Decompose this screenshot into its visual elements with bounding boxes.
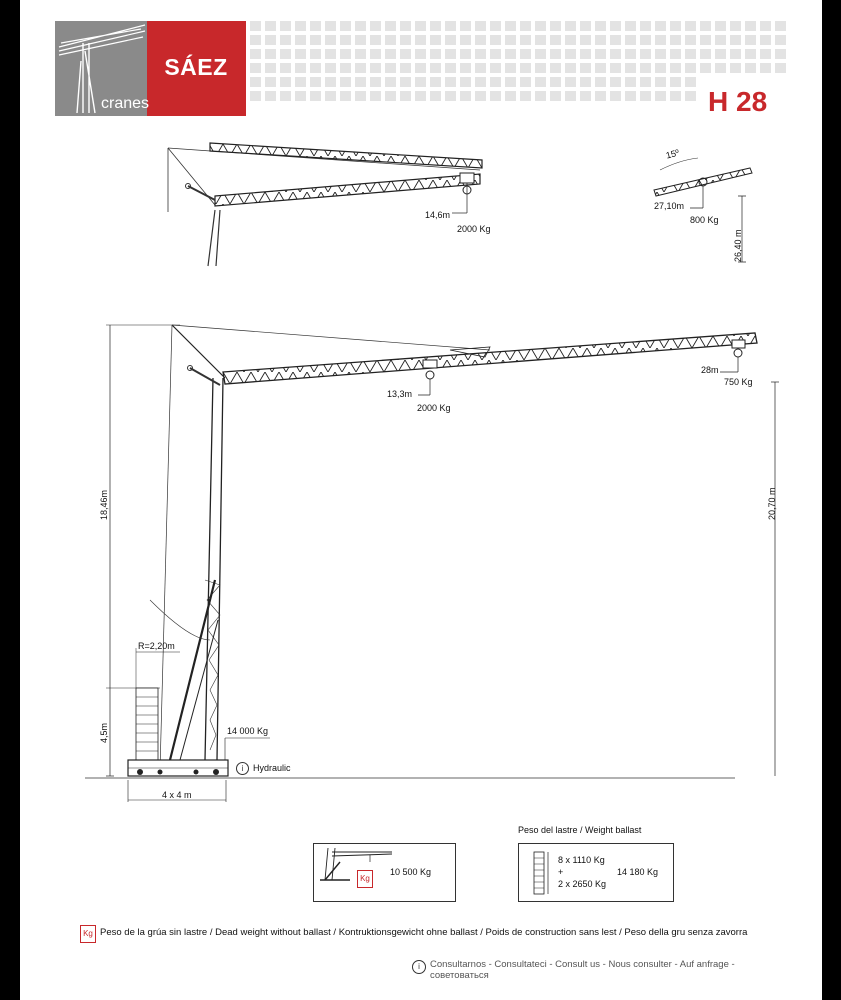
contact-text xyxy=(430,959,735,982)
top-left-crane-figure xyxy=(168,143,482,266)
hook-height-label: 20,70 m xyxy=(767,487,777,520)
main-crane-figure xyxy=(85,325,779,802)
inner-radius-label: 13,3m xyxy=(387,389,413,399)
tip-load-label: 750 Kg xyxy=(724,377,753,387)
model-title: H 28 xyxy=(708,86,768,117)
contact-info-icon: i xyxy=(412,960,426,974)
top-left-radius-label: 14,6m xyxy=(425,210,451,220)
kg-legend-icon: Kg xyxy=(80,925,96,943)
tip-radius-label: 28m xyxy=(701,365,719,375)
ballast-load-label: 14 000 Kg xyxy=(227,726,269,736)
spec-sheet xyxy=(20,0,822,1000)
top-right-angle-label: 15º xyxy=(664,147,681,161)
slew-radius-label: R=2,20m xyxy=(138,641,175,651)
inner-load-label: 2000 Kg xyxy=(417,403,451,413)
legend-text: Peso de la grúa sin lastre / Dead weight without ballast / Kontruktionsgewicht ohne ballast / Poids de construction sans lest / Peso della gru senza zavorra xyxy=(100,927,748,938)
top-right-height-label: 26,40 m xyxy=(733,229,743,262)
kg-weight-icon: Kg xyxy=(357,870,373,888)
ballast-line2: 2 x 2650 Kg xyxy=(558,879,607,889)
brand-subtitle: cranes xyxy=(101,95,150,112)
contact-line2: советоваться xyxy=(430,970,489,982)
base-size-label: 4 x 4 m xyxy=(162,790,192,800)
ballast-total: 14 180 Kg xyxy=(617,867,659,877)
brand-name: SÁEZ xyxy=(164,54,228,80)
dead-weight-box xyxy=(313,843,456,902)
dead-weight-value: 10 500 Kg xyxy=(390,867,432,877)
ballast-plus: + xyxy=(558,867,564,877)
top-left-load-label: 2000 Kg xyxy=(457,224,491,234)
top-right-radius-label: 27,10m xyxy=(654,201,685,211)
base-height-label: 4,5m xyxy=(99,722,109,743)
contact-line1: Consultarnos - Consultateci - Consult us - Nous consulter - Auf anfrage - xyxy=(430,959,735,970)
ballast-line1: 8 x 1110 Kg xyxy=(558,855,605,865)
info-icon: i xyxy=(236,762,249,775)
hydraulic-label: Hydraulic xyxy=(253,763,291,773)
ballast-title: Peso del lastre / Weight ballast xyxy=(518,825,642,835)
tower-height-label: 18,46m xyxy=(99,489,109,520)
top-right-load-label: 800 Kg xyxy=(690,215,719,225)
